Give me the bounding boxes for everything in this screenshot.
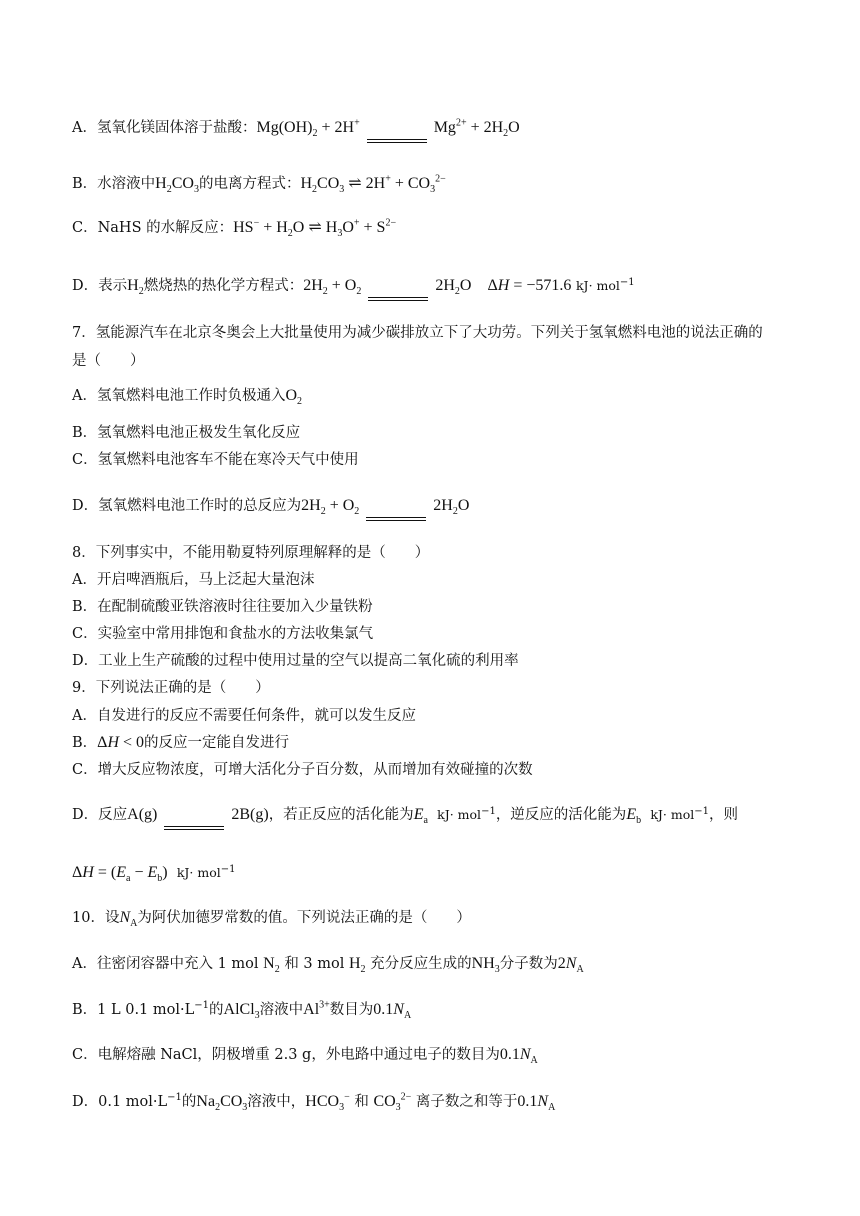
option-6a: A．氢氧化镁固体溶于盐酸：$Mg(OH)_2 + 2H^+$ $Mg^{2+} + 2H_2O$: [72, 117, 520, 140]
question-8: 8．下列事实中，不能用勒夏特列原理解释的是（ ）: [72, 545, 430, 561]
option-8a: A．开启啤酒瓶后，马上泛起大量泡沫: [72, 572, 315, 588]
question-7: 7．氢能源汽车在北京冬奥会上大批量使用为减少碳排放立下了大功劳。下列关于氢氧燃料电池的说法正确的: [72, 325, 763, 341]
option-7c: C．氢氧燃料电池客车不能在寒冷天气中使用: [72, 452, 359, 468]
option-10c: C．电解熔融 NaCl，阴极增重 2.3 g，外电路中通过电子的数目为$0.1N_A$: [72, 1046, 538, 1067]
question-10: 10．设$N_A$为阿伏加德罗常数的值。下列说法正确的是（ ）: [72, 909, 471, 930]
question-9: 9．下列说法正确的是（ ）: [72, 680, 270, 696]
option-6d: D．表示$H_2$燃烧热的热化学方程式：$2H_2 + O_2$ $2H_2O$ ΔH = −571.6 kJ· mol$^{-1}$: [72, 276, 635, 298]
option-9c: C．增大反应物浓度，可增大活化分子百分数，从而增加有效碰撞的次数: [72, 762, 533, 778]
option-8d: D．工业上生产硫酸的过程中使用过量的空气以提高二氧化硫的利用率: [72, 653, 519, 669]
option-9d-cont: $\Delta H = (E_a - E_b)$ kJ· mol$^{-1}$: [72, 863, 236, 885]
option-10b: B．1 L 0.1 $mol\cdot L^{-1}$的AlCl$_3$溶液中$Al^{3+}$数目为$0.1N_A$: [72, 999, 412, 1022]
option-7d: D．氢氧燃料电池工作时的总反应为$2H_2 + O_2$ $2H_2O$: [72, 497, 470, 518]
option-6c: C．NaHS 的水解反应：$HS^- + H_2O$ ⇌ $H_3O^+ + S^{2-}$: [72, 217, 397, 240]
option-9a: A．自发进行的反应不需要任何条件，就可以发生反应: [72, 708, 416, 724]
option-8b: B．在配制硫酸亚铁溶液时往往要加入少量铁粉: [72, 599, 373, 615]
option-8c: C．实验室中常用排饱和食盐水的方法收集氯气: [72, 626, 374, 642]
option-7a: A．氢氧燃料电池工作时负极通入$O_2$: [72, 387, 303, 408]
option-10a: A．往密闭容器中充入 1 mol $N_2$ 和 3 mol $H_2$ 充分反应生成的$NH_3$分子数为$2N_A$: [72, 955, 584, 976]
option-7b: B．氢氧燃料电池正极发生氧化反应: [72, 425, 301, 441]
option-9d: D．反应A(g) 2B(g)，若正反应的活化能为$E_a$ kJ· mol$^{-1}$，逆反应的活化能为$E_b$ kJ· mol$^{-1}$，则: [72, 805, 738, 827]
option-10d: D．0.1 $mol\cdot L^{-1}$的$Na_2CO_3$溶液中，$HCO_3^-$ 和 $CO_3^{2-}$ 离子数之和等于$0.1N_A$: [72, 1091, 556, 1114]
option-6b: B．水溶液中$H_2CO_3$的电离方程式：$H_2CO_3$ ⇌ $2H^+ + CO_3^{2-}$: [72, 173, 446, 196]
question-7-cont: 是（ ）: [72, 353, 145, 369]
option-9b: B．ΔH < 0的反应一定能自发进行: [72, 734, 290, 751]
